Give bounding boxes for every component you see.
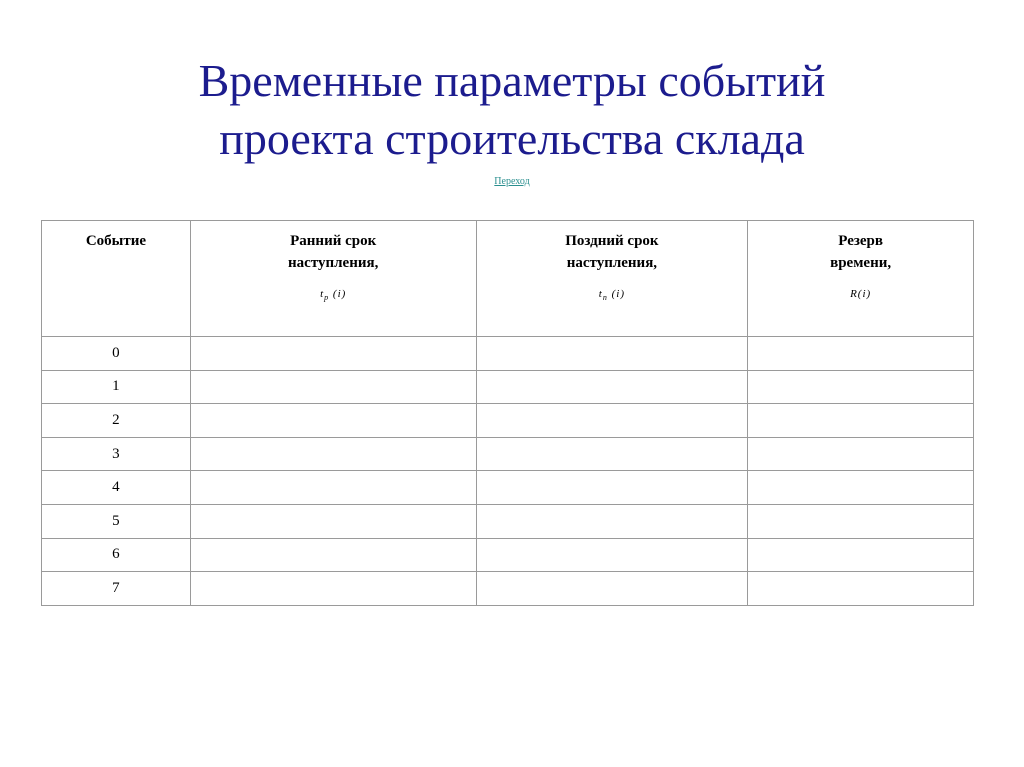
cell-early bbox=[190, 572, 476, 606]
formula-late-sub: п bbox=[602, 293, 608, 303]
formula-reserve-arg: (i) bbox=[857, 288, 872, 300]
cell-reserve bbox=[748, 337, 974, 371]
cell-event: 2 bbox=[42, 404, 191, 438]
cell-event: 0 bbox=[42, 337, 191, 371]
formula-reserve bbox=[748, 288, 973, 302]
cell-reserve bbox=[748, 538, 974, 572]
cell-late bbox=[476, 572, 748, 606]
title-line-2: проекта строительства склада bbox=[219, 113, 805, 164]
cell-late bbox=[476, 471, 748, 505]
cell-event: 6 bbox=[42, 538, 191, 572]
cell-reserve bbox=[748, 437, 974, 471]
table-row bbox=[42, 337, 974, 371]
cell-early bbox=[190, 370, 476, 404]
table-row bbox=[42, 404, 974, 438]
formula-late-arg: (i) bbox=[611, 288, 625, 300]
formula-reserve-base: R bbox=[850, 288, 858, 300]
header-late-time bbox=[476, 221, 748, 337]
header-early-time bbox=[190, 221, 476, 337]
header-reserve-line-2: времени, bbox=[830, 255, 892, 271]
header-reserve-line-1: Резерв bbox=[838, 233, 883, 249]
formula-early-sub: p bbox=[324, 293, 330, 303]
cell-early bbox=[190, 437, 476, 471]
header-early-line-2: наступления, bbox=[288, 255, 379, 271]
header-late-line-2: наступления, bbox=[566, 255, 658, 271]
cell-early bbox=[190, 471, 476, 505]
cell-event: 4 bbox=[42, 471, 191, 505]
cell-early bbox=[190, 337, 476, 371]
cell-reserve bbox=[748, 471, 974, 505]
table-row bbox=[42, 572, 974, 606]
cell-early bbox=[190, 538, 476, 572]
slide-title bbox=[0, 52, 1024, 168]
events-table bbox=[41, 220, 974, 606]
formula-late-base: t bbox=[598, 288, 603, 300]
cell-late bbox=[476, 437, 748, 471]
table-row bbox=[42, 370, 974, 404]
cell-late bbox=[476, 404, 748, 438]
cell-late bbox=[476, 370, 748, 404]
formula-early-base: t bbox=[320, 288, 325, 300]
cell-event: 7 bbox=[42, 572, 191, 606]
table-row bbox=[42, 437, 974, 471]
table-header-row bbox=[42, 221, 974, 337]
cell-reserve bbox=[748, 404, 974, 438]
table-row bbox=[42, 504, 974, 538]
formula-early-arg: (i) bbox=[332, 288, 347, 300]
cell-event: 3 bbox=[42, 437, 191, 471]
header-early-line-1: Ранний срок bbox=[290, 233, 377, 249]
cell-reserve bbox=[748, 504, 974, 538]
cell-late bbox=[476, 538, 748, 572]
title-line-1: Временные параметры событий bbox=[198, 55, 826, 106]
header-event bbox=[42, 221, 191, 337]
table-row bbox=[42, 538, 974, 572]
cell-event: 5 bbox=[42, 504, 191, 538]
cell-early bbox=[190, 504, 476, 538]
cell-reserve bbox=[748, 572, 974, 606]
table-row bbox=[42, 471, 974, 505]
cell-late bbox=[476, 337, 748, 371]
header-late-line-1: Поздний срок bbox=[565, 233, 659, 249]
cell-late bbox=[476, 504, 748, 538]
formula-late bbox=[477, 288, 748, 302]
cell-reserve bbox=[748, 370, 974, 404]
cell-early bbox=[190, 404, 476, 438]
transition-link[interactable]: Переход bbox=[494, 176, 530, 187]
cell-event: 1 bbox=[42, 370, 191, 404]
header-event-label: Событие bbox=[85, 233, 147, 249]
header-reserve bbox=[748, 221, 974, 337]
formula-early bbox=[191, 288, 476, 302]
